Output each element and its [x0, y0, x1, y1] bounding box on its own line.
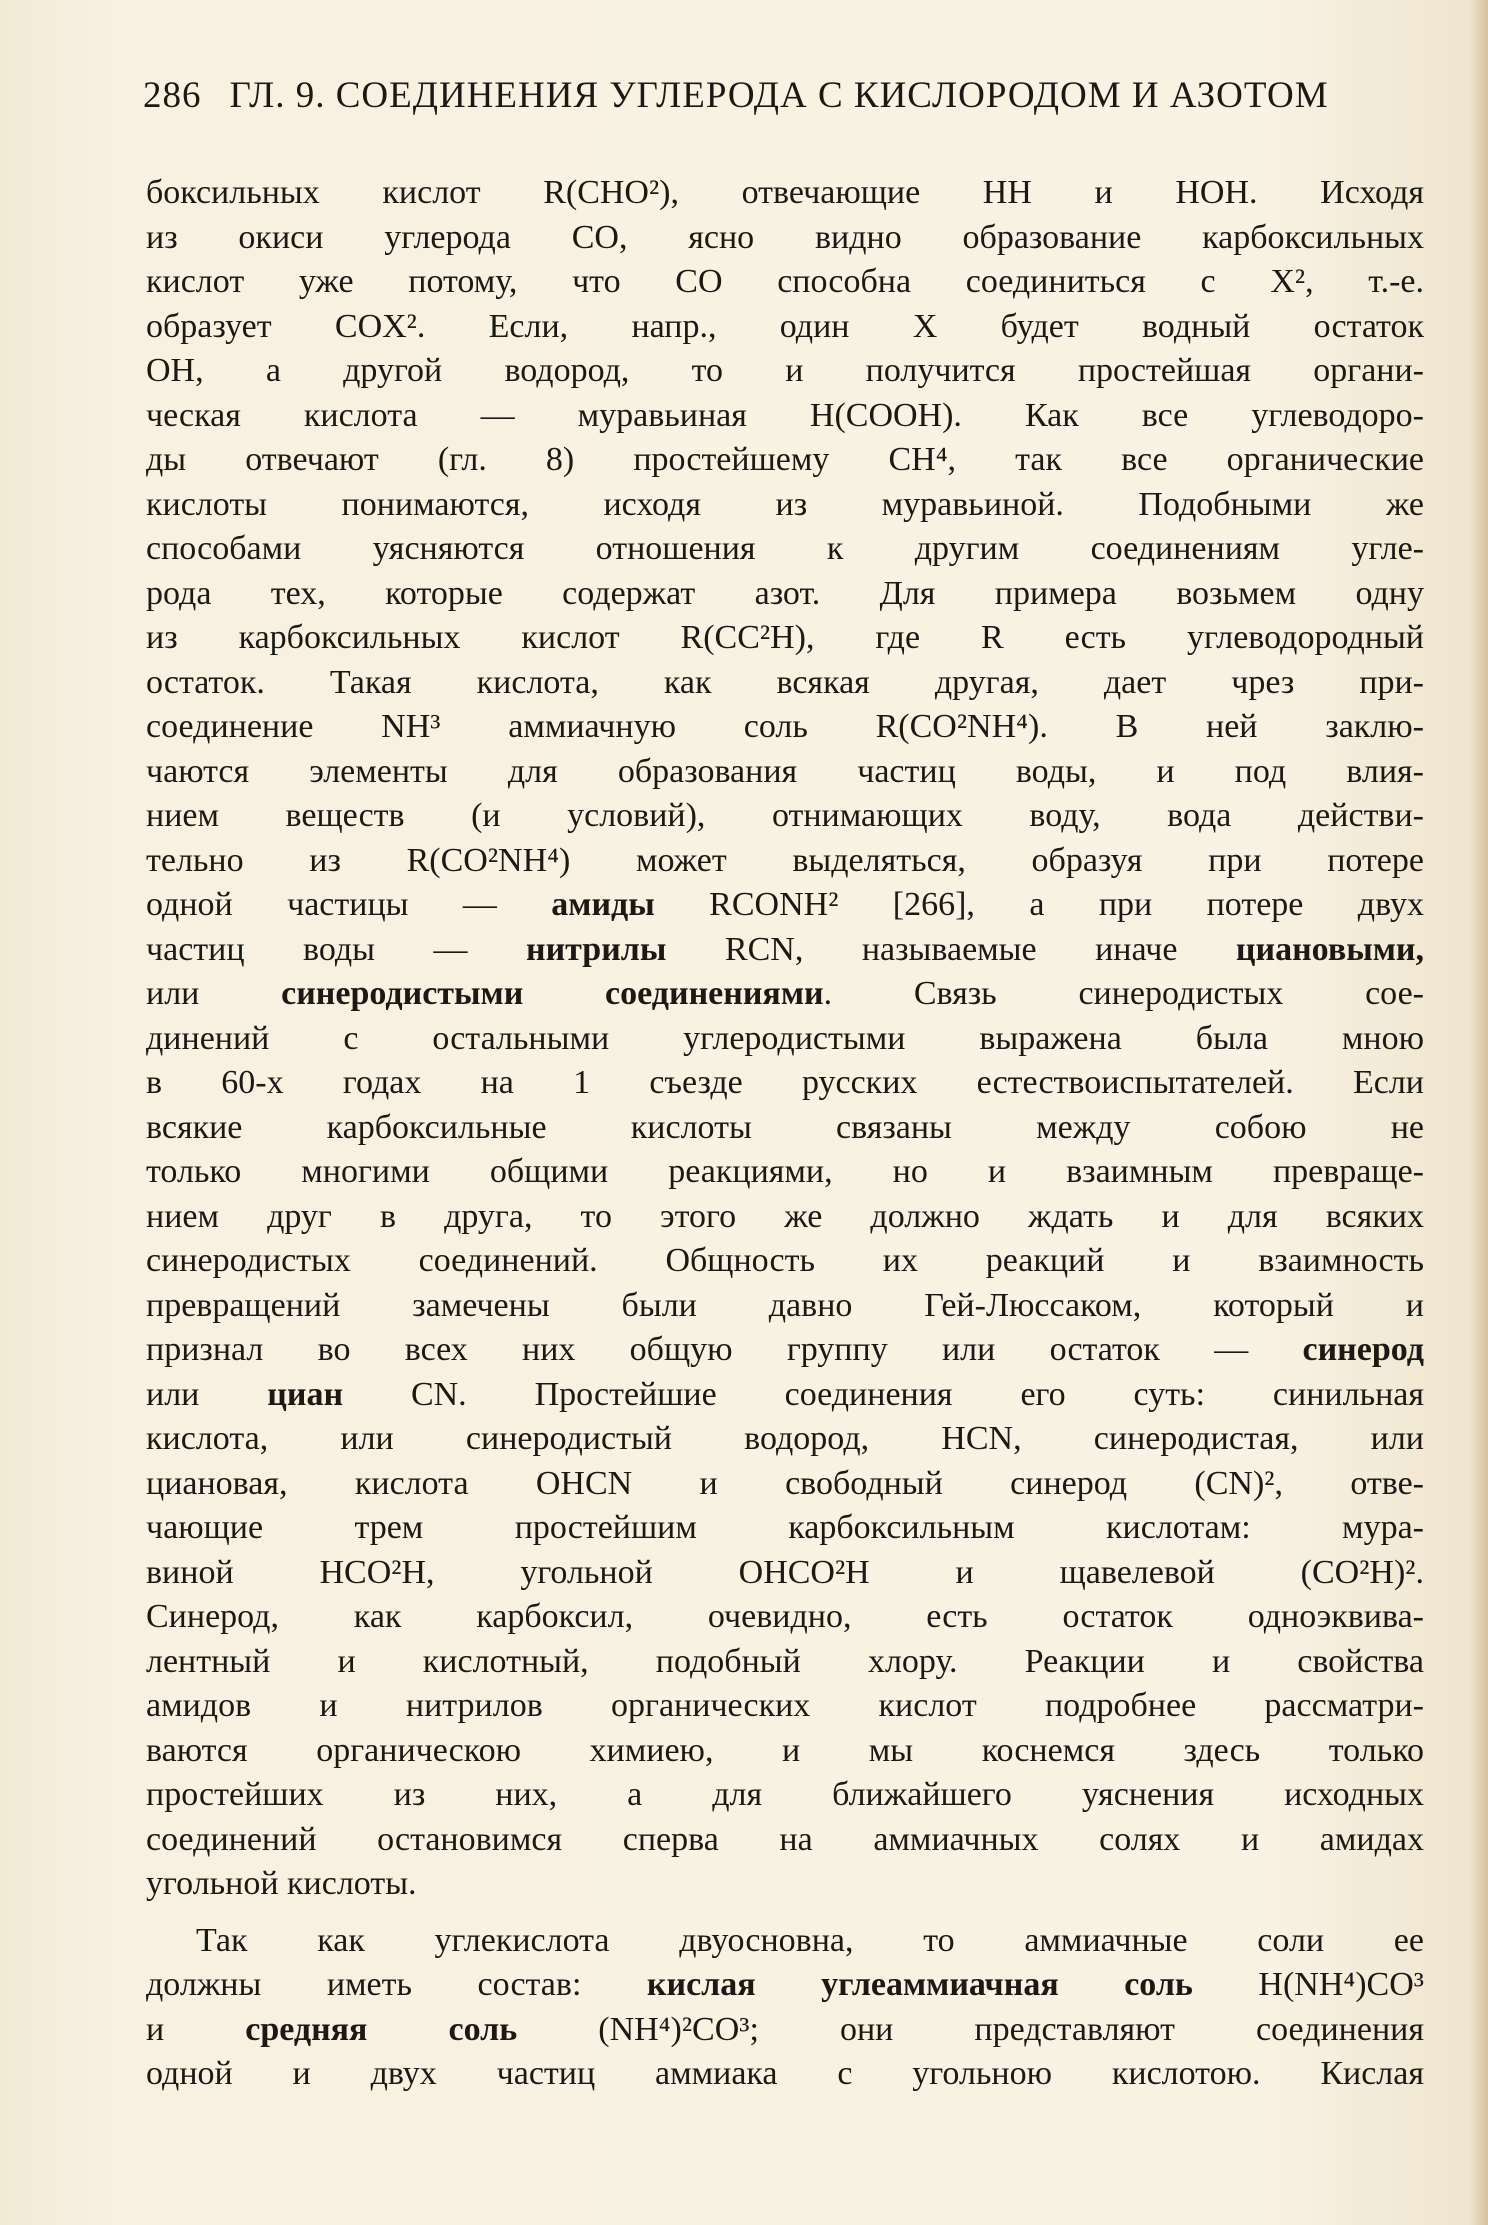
- text-line: из окиси углерода CO, ясно видно образование карбоксильных: [146, 218, 1424, 256]
- text-line: соединение NH³ аммиачную соль R(CO²NH⁴). В ней заклю-: [146, 708, 1424, 745]
- bold-term-cyanogen: синерод: [1302, 1331, 1424, 1368]
- text-line: превращений замечены были давно Гей-Люссаком, который и: [146, 1286, 1424, 1324]
- text-line: Так как углекислота двуосновна, то аммиачные соли ее: [196, 1921, 1424, 1959]
- bold-term-cyan: циан: [267, 1375, 344, 1413]
- text-line: виной HCO²H, угольной OHCO²H и щавелевой (CO²H)².: [146, 1553, 1424, 1591]
- page-number: 286: [143, 75, 202, 116]
- text-line: [146, 1328, 1424, 1373]
- text-line: ваются органическою химиею, и мы коснемся здесь только: [146, 1731, 1424, 1769]
- text-line: ды отвечают (гл. 8) простейшему CH⁴, так все органические: [146, 441, 1424, 478]
- text-line: способами уясняются отношения к другим соединениям угле-: [146, 530, 1424, 567]
- text-line: соединений остановимся сперва на аммиачных солях и амидах: [146, 1820, 1424, 1858]
- text-run: или: [146, 1375, 268, 1413]
- page-edge-shadow: [1470, 0, 1488, 2225]
- text-run: (NH⁴)²CO³; они представляют соединения: [517, 2010, 1424, 2048]
- text-run: RCN, называемые иначе: [666, 930, 1236, 968]
- text-run: признал во всех них общую группу или остаток —: [146, 1331, 1303, 1368]
- text-line: боксильных кислот R(CHO²), отвечающие HH и HOH. Исходя: [146, 174, 1424, 211]
- text-line: только многими общими реакциями, но и взаимным превраще-: [146, 1153, 1424, 1190]
- text-line: чаются элементы для образования частиц воды, и под влия-: [146, 752, 1424, 790]
- bold-term-acid-salt: кислая углеаммиачная соль: [646, 1966, 1193, 2003]
- bold-term-cyanogen-compounds: синеродистыми соединениями: [281, 975, 824, 1012]
- text-run: RCONH² [266], а при потере двух: [654, 886, 1424, 923]
- text-line: [146, 928, 1424, 973]
- text-line: остаток. Такая кислота, как всякая другая, дает чрез при-: [146, 663, 1424, 701]
- text-line: нием друг в друга, то этого же должно ждать и для всяких: [146, 1197, 1424, 1235]
- bold-term-neutral-salt: средняя соль: [245, 2010, 518, 2048]
- text-line: циановая, кислота OHCN и свободный синерод (CN)², отве-: [146, 1464, 1424, 1502]
- text-run: должны иметь состав:: [146, 1966, 647, 2003]
- text-line: образует COX². Если, напр., один X будет водный остаток: [146, 307, 1424, 345]
- text-line: [146, 883, 1424, 928]
- text-line: лентный и кислотный, подобный хлору. Реакции и свойства: [146, 1642, 1424, 1680]
- text-line: ческая кислота — муравьиная H(COOH). Как все углеводоро-: [146, 396, 1424, 434]
- text-run: CN. Простейшие соединения его суть: синильная: [343, 1375, 1424, 1413]
- text-line: OH, а другой водород, то и получится простейшая органи-: [146, 352, 1424, 389]
- running-title: ГЛ. 9. СОЕДИНЕНИЯ УГЛЕРОДА С КИСЛОРОДОМ И АЗОТОМ: [229, 75, 1329, 116]
- text-line: из карбоксильных кислот R(CC²H), где R есть углеводородный: [146, 619, 1424, 656]
- text-run: и: [146, 2010, 246, 2048]
- text-line: кислот уже потому, что CO способна соединиться с X², т.-е.: [146, 263, 1424, 300]
- text-line: [146, 972, 1424, 1017]
- text-line: в 60-х годах на 1 съезде русских естествоиспытателей. Если: [146, 1064, 1424, 1101]
- text-line: кислоты понимаются, исходя из муравьиной. Подобными же: [146, 485, 1424, 523]
- running-head: [143, 74, 1423, 134]
- text-run: частиц воды —: [146, 930, 526, 968]
- text-line: синеродистых соединений. Общность их реакций и взаимность: [146, 1242, 1424, 1279]
- bold-term-cyanic: циановыми,: [1235, 930, 1424, 968]
- text-line: [146, 1373, 1424, 1418]
- text-line: рода тех, которые содержат азот. Для примера возьмем одну: [146, 574, 1424, 612]
- text-line: [146, 1963, 1424, 2008]
- text-line: нием веществ (и условий), отнимающих воду, вода действи-: [146, 797, 1424, 834]
- text-line: амидов и нитрилов органических кислот подробнее рассматри-: [146, 1687, 1424, 1724]
- text-run: . Связь синеродистых сое-: [823, 975, 1424, 1012]
- text-run: одной частицы —: [146, 886, 552, 923]
- text-line: динений с остальными углеродистыми выражена была мною: [146, 1019, 1424, 1057]
- paragraph-gap: [146, 1907, 1424, 1919]
- text-line: чающие трем простейшим карбоксильным кислотам: мура-: [146, 1509, 1424, 1546]
- text-line: кислота, или синеродистый водород, HCN, синеродистая, или: [146, 1420, 1424, 1457]
- bold-term-nitriles: нитрилы: [526, 930, 667, 968]
- body-text: [146, 171, 1424, 2097]
- text-run: H(NH⁴)CO³: [1192, 1966, 1424, 2003]
- text-line: Синерод, как карбоксил, очевидно, есть остаток одноэквива-: [146, 1598, 1424, 1635]
- text-run: или: [146, 975, 282, 1012]
- bold-term-amides: амиды: [551, 886, 655, 923]
- text-line: угольной кислоты.: [146, 1865, 417, 1902]
- text-line: простейших из них, а для ближайшего уяснения исходных: [146, 1776, 1424, 1813]
- text-line: [146, 2008, 1424, 2053]
- text-line: тельно из R(CO²NH⁴) может выделяться, образуя при потере: [146, 841, 1424, 879]
- text-line: всякие карбоксильные кислоты связаны между собою не: [146, 1108, 1424, 1146]
- text-line: одной и двух частиц аммиака с угольною кислотою. Кислая: [146, 2055, 1424, 2092]
